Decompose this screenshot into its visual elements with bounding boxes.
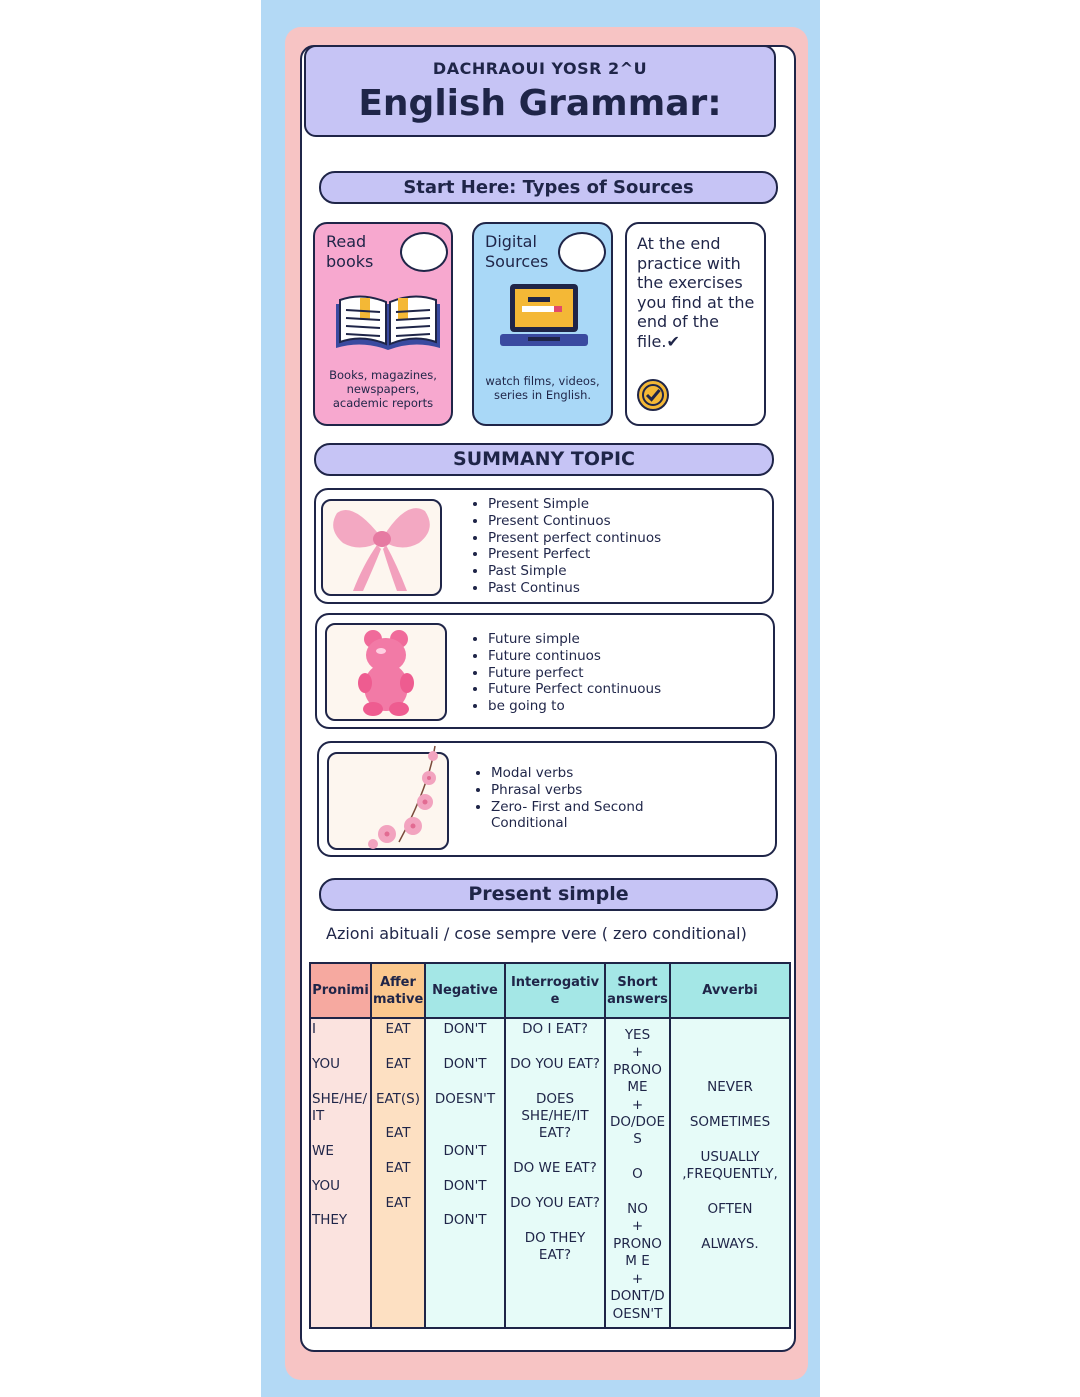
- laptop-icon: [498, 282, 590, 354]
- summary-heading-text: SUMMANY TOPIC: [453, 448, 635, 470]
- summary-heading: [314, 443, 774, 476]
- practice-card: [625, 222, 766, 426]
- sources-heading-text: Start Here: Types of Sources: [403, 177, 694, 198]
- list-item: • Phrasal verbs: [491, 782, 681, 799]
- digital-sources-label: Digital Sources: [485, 232, 549, 271]
- list-item: • Zero- First and Second Conditional: [491, 799, 681, 833]
- read-books-card: [313, 222, 453, 426]
- table-row: [310, 1018, 790, 1328]
- practice-text: At the end practice with the exercises you find at the end of the file.✔: [637, 234, 755, 351]
- present-simple-heading: [319, 878, 778, 911]
- list-item: • be going to: [488, 698, 661, 715]
- list-item: • Present Perfect: [488, 546, 661, 563]
- header-affirmative: Affer mative: [371, 963, 425, 1018]
- list-item: • Future perfect: [488, 665, 661, 682]
- gummy-bear-icon: [327, 625, 445, 719]
- bow-image: [321, 499, 442, 596]
- present-simple-table: [309, 962, 791, 1329]
- header-banner: [304, 45, 776, 137]
- negative-cell: DON'T DON'T DOESN'T DON'T DON'T DON'T: [425, 1018, 505, 1328]
- page-title: English Grammar:: [358, 83, 722, 124]
- author-name: DACHRAOUI YOSR 2^U: [432, 59, 648, 78]
- present-simple-heading-text: Present simple: [468, 883, 629, 905]
- digital-sources-card: [472, 222, 613, 426]
- topic-group-2: [315, 613, 775, 729]
- blossom-image: [327, 752, 449, 850]
- pronouns-cell: I YOU SHE/HE/ IT WE YOU THEY: [310, 1018, 371, 1328]
- read-books-caption: Books, magazines, newspapers, academic reports: [329, 368, 437, 410]
- bow-icon: [323, 501, 440, 594]
- affirmative-cell: EAT EAT EAT(S) EAT EAT EAT: [371, 1018, 425, 1328]
- present-simple-intro: Azioni abituali / cose sempre vere ( zero conditional): [326, 924, 747, 943]
- adverbs-cell: NEVER SOMETIMES USUALLY ,FREQUENTLY, OFTEN ALWAYS.: [670, 1018, 790, 1328]
- interrogative-cell: DO I EAT? DO YOU EAT? DOES SHE/HE/IT EAT? DO WE EAT? DO YOU EAT? DO THEY EAT?: [505, 1018, 605, 1328]
- list-item: • Present perfect continuos: [488, 530, 661, 547]
- table-header-row: [310, 963, 790, 1018]
- short-answers-cell: YES + PRONO ME + DO/DOE S O NO + PRONO M E + DONT/D OESN'T: [605, 1018, 670, 1328]
- topic-list-1: [488, 496, 661, 597]
- digital-sources-caption: watch films, videos, series in English.: [485, 374, 600, 402]
- topic-group-3: [317, 741, 777, 857]
- header-short-answers: Short answers: [605, 963, 670, 1018]
- list-item: • Past Simple: [488, 563, 661, 580]
- topic-list-3: [491, 765, 681, 832]
- read-books-oval: [400, 232, 448, 272]
- sources-heading: [319, 171, 778, 204]
- list-item: • Future simple: [488, 631, 661, 648]
- open-book-icon: [332, 290, 444, 354]
- header-pronouns: Pronimi: [310, 963, 371, 1018]
- list-item: • Present Continuos: [488, 513, 661, 530]
- digital-sources-oval: [558, 232, 606, 272]
- topic-group-1: [314, 488, 774, 604]
- list-item: • Future continuos: [488, 648, 661, 665]
- header-negative: Negative: [425, 963, 505, 1018]
- list-item: • Future Perfect continuous: [488, 681, 661, 698]
- check-badge-icon: [636, 378, 670, 412]
- header-interrogative: Interrogativ e: [505, 963, 605, 1018]
- list-item: • Modal verbs: [491, 765, 681, 782]
- list-item: • Past Continus: [488, 580, 661, 597]
- list-item: • Present Simple: [488, 496, 661, 513]
- read-books-label: Read books: [326, 232, 374, 271]
- topic-list-2: [488, 631, 661, 715]
- gummy-bear-image: [325, 623, 447, 721]
- header-adverbs: Avverbi: [670, 963, 790, 1018]
